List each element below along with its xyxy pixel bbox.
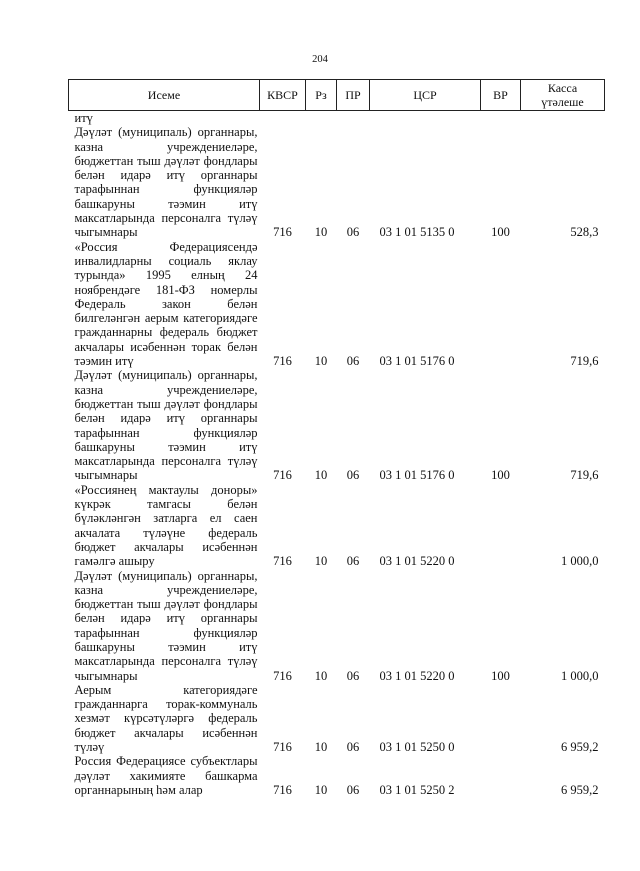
row-rz: 10 [314, 668, 328, 683]
table-row [69, 125, 605, 239]
row-csr: 03 1 01 5250 2 [379, 782, 455, 797]
row-kvsr: 716 [273, 554, 292, 569]
table-row [69, 368, 605, 482]
header-name: Исеме [69, 80, 260, 111]
row-rz: 10 [314, 354, 328, 369]
row-name: Россия Федерациясе субъектлары дәүләт хакимияте башкарма органнарының һәм алар [74, 754, 258, 797]
row-rz: 10 [314, 468, 328, 483]
row-amount: 1 000,0 [561, 668, 599, 683]
row-vr [481, 483, 521, 569]
row-csr: 03 1 01 5176 0 [379, 468, 455, 483]
row-pr [337, 111, 370, 126]
table-row [69, 754, 605, 797]
row-rz: 10 [314, 225, 328, 240]
header-kassa [521, 80, 605, 111]
table-body [69, 111, 605, 798]
page-number: 204 [312, 54, 328, 65]
row-amount: 6 959,2 [561, 740, 599, 755]
table-header [69, 80, 605, 111]
row-amount [521, 111, 605, 126]
table-row [69, 569, 605, 683]
header-vr: ВР [481, 80, 521, 111]
row-csr: 03 1 01 5176 0 [379, 354, 455, 369]
header-csr: ЦСР [370, 80, 481, 111]
row-name: Дәүләт (муниципаль) органнары, казна учреждениеләре, бюджеттан тыш дәүләт фондлары белән идарә итү органнары тарафыннан функцияләр башкаруны тәэмин итү максатларында персоналга түләү чыгымнары [74, 125, 258, 240]
row-kvsr [260, 111, 306, 126]
row-pr: 06 [346, 668, 360, 683]
row-rz: 10 [314, 740, 328, 755]
row-kvsr: 716 [273, 668, 292, 683]
row-rz: 10 [314, 782, 328, 797]
header-pr: ПР [337, 80, 370, 111]
row-pr: 06 [346, 554, 360, 569]
row-vr: 100 [491, 468, 510, 483]
header-rz: Рз [306, 80, 337, 111]
row-vr: 100 [491, 225, 510, 240]
table-row [69, 683, 605, 754]
row-csr: 03 1 01 5135 0 [379, 225, 455, 240]
row-pr: 06 [346, 225, 360, 240]
row-kvsr: 716 [273, 740, 292, 755]
row-name: «Россиянең мактаулы доноры» күкрәк тамгасы белән бүләкләнгән затларга ел саен акчалата түләүне федераль бюджет акчалары исәбеннән гамәлгә ашыру [74, 482, 258, 569]
row-csr: 03 1 01 5220 0 [379, 554, 455, 569]
row-name: «Россия Федерациясендә инвалидларны социаль яклау турында» 1995 елның 24 ноябрендәге 181-ФЗ номерлы Федераль закон белән билгеләнгән аерым категориядәге гражданнарны федераль бюджет акчалары исәбеннән торак белән тәэмин итү [74, 239, 258, 369]
row-amount: 719,6 [570, 354, 599, 369]
table-row [69, 111, 605, 126]
row-name: Аерым категориядәге гражданнарга торак-коммуналь хезмәт күрсәтүләргә федераль бюджет акчалары исәбеннән түләү [74, 682, 258, 755]
row-vr: 100 [491, 668, 510, 683]
row-vr [481, 111, 521, 126]
row-csr: 03 1 01 5250 0 [379, 740, 455, 755]
row-kvsr: 716 [273, 225, 292, 240]
table-row [69, 483, 605, 569]
row-kvsr: 716 [273, 468, 292, 483]
row-pr: 06 [346, 468, 360, 483]
row-amount: 719,6 [570, 468, 599, 483]
row-kvsr: 716 [273, 782, 292, 797]
row-amount: 1 000,0 [561, 554, 599, 569]
row-amount: 528,3 [570, 225, 599, 240]
row-csr: 03 1 01 5220 0 [379, 668, 455, 683]
row-amount: 6 959,2 [561, 782, 599, 797]
row-pr: 06 [346, 782, 360, 797]
header-kvsr: КВСР [260, 80, 306, 111]
header-kassa-line1: Касса [547, 81, 578, 95]
row-rz: 10 [314, 554, 328, 569]
row-kvsr: 716 [273, 354, 292, 369]
row-rz [306, 111, 337, 126]
row-pr: 06 [346, 740, 360, 755]
table-row [69, 240, 605, 369]
budget-table [68, 79, 605, 797]
header-kassa-line2: үтәлеше [541, 95, 584, 109]
row-vr [481, 754, 521, 797]
row-pr: 06 [346, 354, 360, 369]
row-name: Дәүләт (муниципаль) органнары, казна учреждениеләре, бюджеттан тыш дәүләт фондлары белән идарә итү органнары тарафыннан функцияләр башкаруны тәэмин итү максатларында персоналга түләү чыгымнары [74, 368, 258, 483]
row-vr [481, 240, 521, 369]
row-name: Дәүләт (муниципаль) органнары, казна учреждениеләре, бюджеттан тыш дәүләт фондлары белән идарә итү органнары тарафыннан функцияләр башкаруны тәэмин итү максатларында персоналга түләү чыгымнары [74, 568, 258, 683]
row-csr [370, 111, 481, 126]
row-name: итү [74, 111, 93, 125]
row-vr [481, 683, 521, 754]
